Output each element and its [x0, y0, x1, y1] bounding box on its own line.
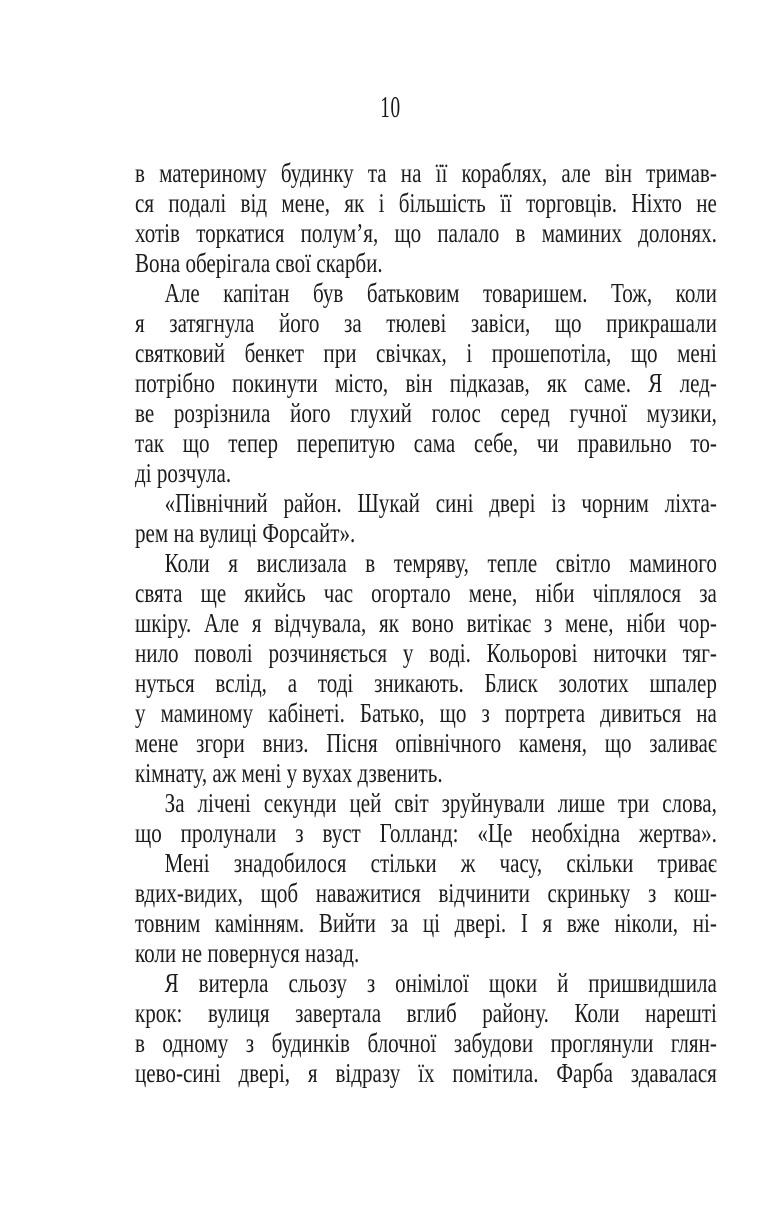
text-line: вдих-видих, щоб наважитися відчинити скриньку з кош- [135, 878, 717, 908]
paragraph [135, 158, 717, 278]
text-line: нуться вслід, а тоді зникають. Блиск золотих шпалер [135, 668, 717, 698]
text-line: Я витерла сльозу з онімілої щоки й пришвидшила [164, 968, 717, 998]
paragraph [135, 278, 717, 488]
text-line: в одному з будинків блочної забудови проглянули глян- [135, 1028, 717, 1058]
text-line: так що тепер перепитую сама себе, чи правильно то- [135, 428, 717, 458]
text-line: святковий бенкет при свічках, і прошепотіла, що мені [135, 338, 717, 368]
text-line: Коли я вислизала в темряву, тепле світло маминого [164, 548, 717, 578]
page-header [0, 90, 780, 124]
text-line: ся подалі від мене, як і більшість її торговців. Ніхто не [135, 188, 717, 218]
text-line: шкіру. Але я відчувала, як воно витікає з мене, ніби чор- [135, 608, 717, 638]
text-line: Вона оберігала свої скарби. [135, 248, 383, 278]
text-line: я затягнула його за тюлеві завіси, що прикрашали [135, 308, 717, 338]
text-line: Але капітан був батьковим товаришем. Тож, коли [164, 278, 717, 308]
text-line: ве розрізнила його глухий голос серед гучної музики, [135, 398, 717, 428]
paragraph [135, 788, 717, 848]
text-line: «Північний район. Шукай сині двері із чорним ліхта- [164, 488, 717, 518]
text-line: ді розчула. [135, 458, 232, 488]
paragraph [135, 848, 717, 968]
text-line: що пролунали з вуст Голланд: «Це необхідна жертва». [135, 818, 717, 848]
text-line: Мені знадобилося стільки ж часу, скільки триває [164, 848, 717, 878]
paragraph [135, 968, 717, 1088]
text-line: товним камінням. Вийти за ці двері. І я вже ніколи, ні- [135, 908, 717, 938]
text-line: мене згори вниз. Пісня опівнічного каменя, що заливає [135, 728, 717, 758]
text-line: потрібно покинути місто, він підказав, як саме. Я лед- [135, 368, 717, 398]
text-line: у маминому кабінеті. Батько, що з портрета дивиться на [135, 698, 717, 728]
text-line: За лічені секунди цей світ зруйнували лише три слова, [164, 788, 717, 818]
text-line: рем на вулиці Форсайт». [135, 518, 356, 548]
text-line: крок: вулиця завертала вглиб району. Коли нарешті [135, 998, 717, 1028]
text-block [135, 158, 717, 1088]
paragraph [135, 548, 717, 788]
paragraph [135, 488, 717, 548]
text-line: свята ще якийсь час огортало мене, ніби чіплялося за [135, 578, 717, 608]
text-line: кімнату, аж мені у вухах дзвенить. [135, 758, 443, 788]
text-line: коли не повернуся назад. [135, 938, 360, 968]
text-line: цево-сині двері, я відразу їх помітила. Фарба здавалася [135, 1058, 717, 1088]
page-number: 10 [379, 89, 401, 124]
text-line: нило поволі розчиняється у воді. Кольорові ниточки тяг- [135, 638, 717, 668]
text-line: в материному будинку та на її кораблях, але він тримав- [135, 158, 717, 188]
text-line: хотів торкатися полум’я, що палало в маминих долонях. [135, 218, 717, 248]
